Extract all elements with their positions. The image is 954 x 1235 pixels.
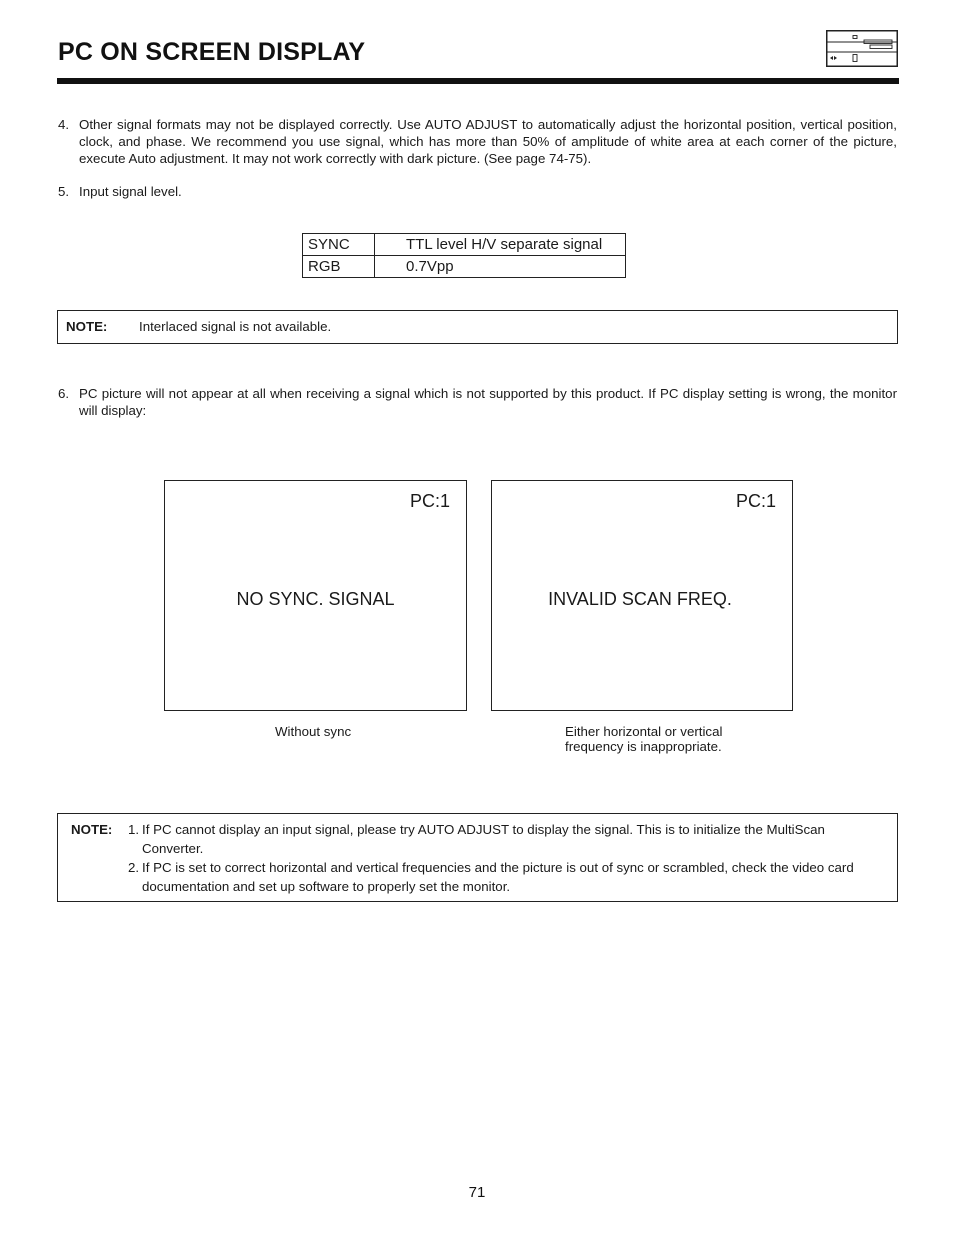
screen-message: NO SYNC. SIGNAL (236, 589, 395, 609)
paragraph-text: PC picture will not appear at all when receiving a signal which is not supported by this product. If PC display setting is wrong, the monitor will display: (79, 386, 897, 418)
page-number: 71 (468, 1184, 486, 1201)
note-label: NOTE: (66, 319, 108, 334)
note-item (128, 859, 888, 896)
caption-line: frequency is inappropriate. (565, 739, 722, 754)
paragraph-text: Input signal level. (79, 184, 182, 199)
table-row (303, 234, 626, 256)
screen-invalid-scan (491, 480, 793, 711)
paragraph-number: 5. (58, 184, 70, 199)
title-rule (57, 78, 899, 84)
screen-no-sync (164, 480, 467, 711)
note-item-text: If PC is set to correct horizontal and vertical frequencies and the picture is out of sync or scrambled, check the video card documentation and set up software to properly set the monitor. (142, 860, 854, 894)
signal-level-table (302, 233, 626, 278)
page-title: PC ON SCREEN DISPLAY (58, 38, 366, 66)
screen-message: INVALID SCAN FREQ. (548, 589, 732, 609)
paragraph-text: Other signal formats may not be displayed correctly. Use AUTO ADJUST to automatically adjust the horizontal position, vertical position, clock, and phase. We recommend you use signal, which has more than 50% of amplitude of white area at each corner of the picture, execute Auto adjustment. It may not work correctly with dark picture. (See page 74-75). (79, 117, 897, 166)
caption-line: Either horizontal or vertical (565, 724, 723, 739)
caption-line: Without sync (275, 724, 352, 739)
table-cell: TTL level H/V separate signal (375, 234, 626, 256)
note-item (128, 821, 888, 858)
av-device-icon (826, 30, 898, 67)
note-text: Interlaced signal is not available. (139, 319, 332, 334)
channel-label: PC:1 (735, 491, 776, 511)
paragraph-number: 4. (58, 117, 70, 132)
note-troubleshooting (57, 813, 898, 902)
table-cell: SYNC (303, 234, 375, 256)
note-item-number: 2. (128, 860, 140, 875)
paragraph-6 (58, 385, 897, 419)
table-row (303, 256, 626, 278)
caption-invalid-frequency (565, 724, 722, 754)
note-item-text: If PC cannot display an input signal, please try AUTO ADJUST to display the signal. This is to initialize the MultiScan Converter. (142, 822, 825, 856)
paragraph-4 (58, 116, 897, 167)
table-cell: 0.7Vpp (375, 256, 626, 278)
note-label: NOTE: (71, 822, 113, 837)
paragraph-number: 6. (58, 386, 70, 401)
note-interlaced (57, 310, 898, 344)
caption-without-sync (275, 724, 351, 739)
note-item-number: 1. (128, 822, 140, 837)
channel-label: PC:1 (409, 491, 450, 511)
table-cell: RGB (303, 256, 375, 278)
paragraph-5 (58, 183, 897, 200)
